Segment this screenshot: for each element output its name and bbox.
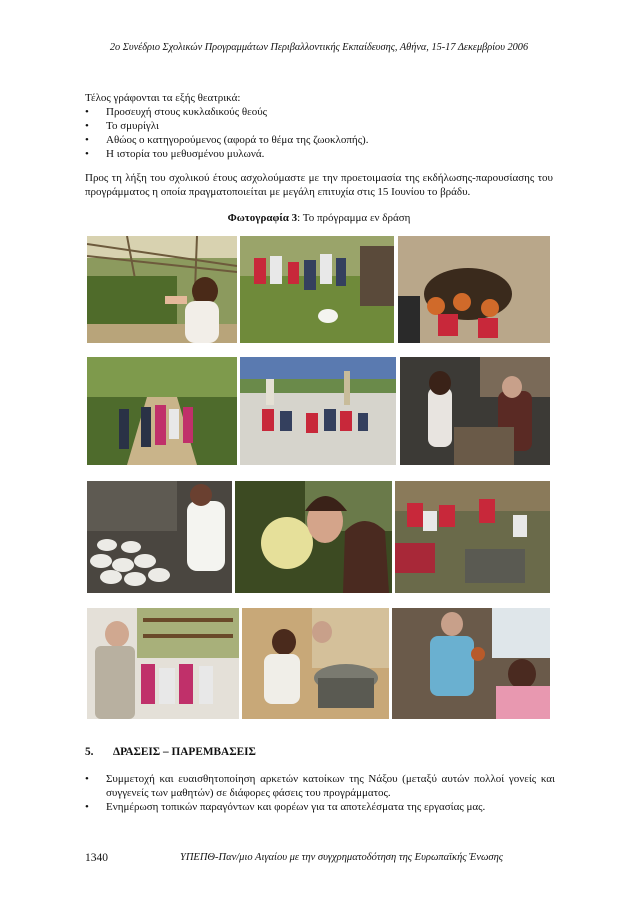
running-header: 2ο Συνέδριο Σχολικών Προγραμμάτων Περιβαλλοντικής Εκπαίδευσης, Αθήνα, 15-17 Δεκεμβρίου 2006 — [109, 42, 529, 53]
list-item: • Αθώος ο κατηγορούμενος (αφορά το θέμα της ζωοκλοπής). — [85, 133, 555, 147]
caption-text: : Το πρόγραμμα εν δράση — [297, 212, 411, 224]
caption-label: Φωτογραφία 3 — [227, 212, 298, 224]
list-item: • Το σμυρίγλι — [85, 119, 555, 133]
list-item: • Ενημέρωση τοπικών παραγόντων και φορέων για τα αποτελέσματα της εργασίας μας. — [85, 800, 555, 814]
section-number: 5. — [85, 746, 94, 758]
photo-pottery-workshop — [87, 481, 232, 593]
figure-caption — [0, 212, 638, 224]
intro-text: Τέλος γράφονται τα εξής θεατρικά: — [85, 92, 241, 104]
running-footer: ΥΠΕΠΘ-Παν/μιο Αιγαίου με την συγχρηματοδότηση της Ευρωπαϊκής Ένωσης — [180, 852, 504, 863]
photo-cave — [398, 236, 550, 343]
photo-museum-demo — [392, 608, 550, 719]
photo-citron-fruit — [235, 481, 392, 593]
photo-forest-path — [87, 357, 237, 465]
section-title: ΔΡΑΣΕΙΣ – ΠΑΡΕΜΒΑΣΕΙΣ — [113, 746, 256, 758]
photo-group-rocks — [395, 481, 550, 593]
photo-group-field — [240, 236, 394, 343]
photo-greenhouse — [87, 236, 237, 343]
list-item: • Προσευχή στους κυκλαδικούς θεούς — [85, 105, 555, 119]
page-number: 1340 — [85, 852, 108, 864]
photo-shop-visit — [87, 608, 239, 719]
section-heading — [85, 746, 256, 758]
list-item: • Συμμετοχή και ευαισθητοποίηση αρκετών κατοίκων της Νάξου (μεταξύ αυτών πολλοί γονείς και συγγενείς των μαθητών) σε διάφορες φάσεις του προγράμματος. — [85, 772, 555, 800]
body-paragraph: Προς τη λήξη του σχολικού έτους ασχολούμαστε με την προετοιμασία της εκδήλωσης-παρουσίασης του προγράμματος η οποία πραγματοποιείται με μεγάλη επιτυχία στις 15 Ιουνίου το βράδυ. — [85, 172, 553, 198]
plays-list — [85, 105, 555, 161]
photo-distillery — [242, 608, 389, 719]
photo-old-well — [400, 357, 550, 465]
photo-archaeological-site — [240, 357, 396, 465]
list-item: • Η ιστορία του μεθυσμένου μυλωνά. — [85, 147, 555, 161]
actions-list — [85, 772, 555, 814]
